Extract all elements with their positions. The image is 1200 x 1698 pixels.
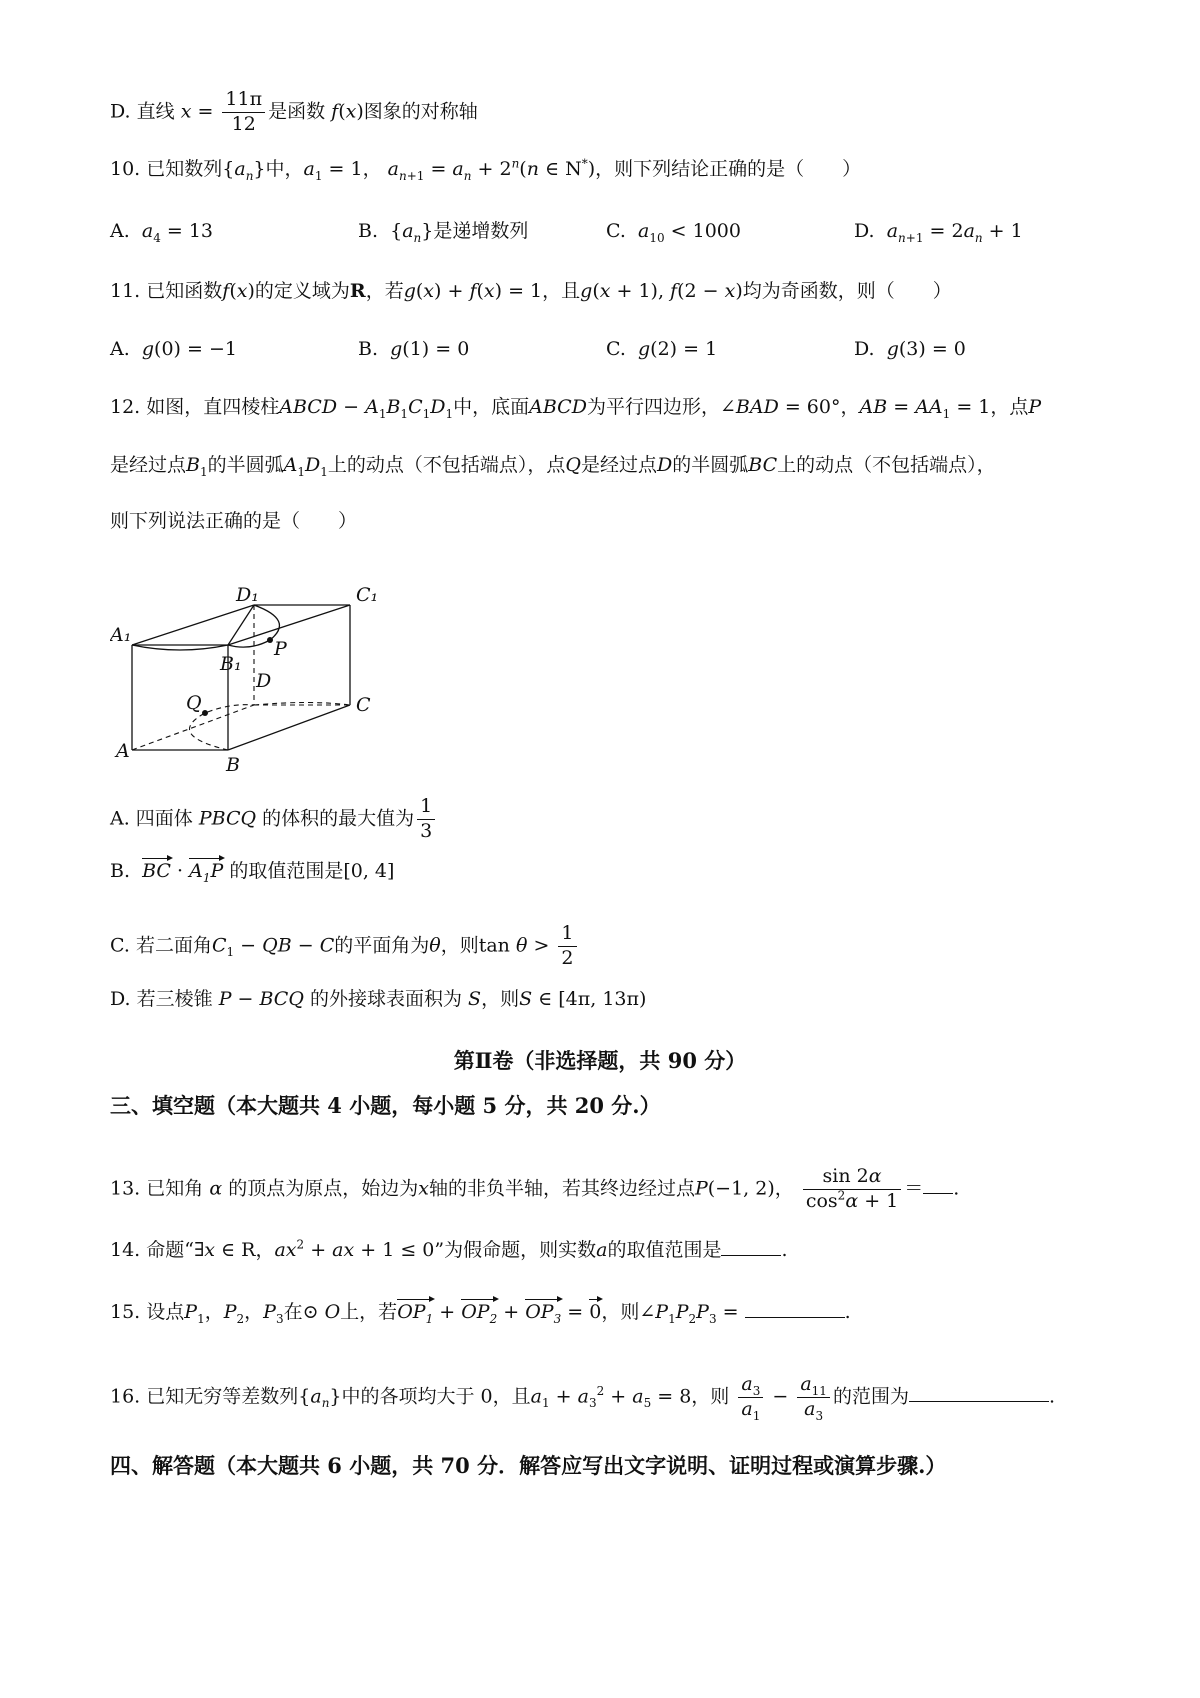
q9d-tail2: 图象的对称轴 xyxy=(363,100,478,123)
q12-optC-b: 的平面角为 xyxy=(334,934,430,957)
q10-option-a-label: A. xyxy=(110,220,130,242)
q9d-numerator: 11π xyxy=(222,88,265,113)
q11-stem-a: 11. 已知函数 xyxy=(110,280,223,302)
label-b: B xyxy=(226,754,240,775)
q12-optB-b: 的取值范围是[0, 4] xyxy=(229,860,395,882)
q10-option-b: B. $\{a_n\}$是递增数列 xyxy=(358,220,529,245)
q10-option-c-label: C. xyxy=(606,220,626,242)
q10-option-b-label: B. xyxy=(358,220,379,242)
q12-line1-a: 12. 如图，直四棱柱 xyxy=(110,396,280,418)
q13-e: ＝ xyxy=(904,1177,924,1200)
q16-fraction-1: $\frac{a_3}{a_1}$ xyxy=(738,1373,763,1422)
q9d-label: D. 直线 xyxy=(110,100,175,123)
q14-c: 的取值范围是 xyxy=(607,1239,722,1261)
q14-answer-blank[interactable] xyxy=(721,1237,781,1256)
q12-line1-d: ，点 xyxy=(990,396,1029,418)
q10-option-b-text: 是递增数列 xyxy=(433,220,529,242)
q14: 14. 命题“∃x ∈ R，$ax^2$ + ax + 1 ≤ 0”为假命题，则实数a的取值范围是 . xyxy=(110,1237,788,1261)
q10-stem-c: ，则下列结论正确的是（ ） xyxy=(595,158,862,180)
q14-b: ”为假命题，则实数 xyxy=(434,1239,597,1261)
q13-b: 的顶点为原点，始边为 xyxy=(228,1177,419,1200)
q10-stem-b: 中， xyxy=(265,158,304,180)
q10-stem: 10. 已知数列$\{a_n\}$中，$a_1 = 1$， $a_{n+1} = a_n + 2^n(n$ ∈ N*)，则下列结论正确的是（ ） xyxy=(110,156,862,183)
q15-e: . xyxy=(844,1301,851,1323)
q16-d: 的范围为 xyxy=(832,1385,909,1408)
q9d-denominator: 12 xyxy=(231,112,256,135)
q12-optD-a: D. 若三棱锥 xyxy=(110,988,213,1010)
q13-d: ， xyxy=(774,1177,794,1200)
q12-line2-a: 是经过点 xyxy=(110,454,187,476)
q11-option-a: A. g(0) = −1 xyxy=(110,338,237,360)
q16-a: 16. 已知无穷等差数列 xyxy=(110,1385,299,1408)
q9-option-d: D. 直线 x = $\frac{11\pi}{12}$ 是函数 f(x)图象的对称轴 xyxy=(110,88,478,135)
q11-stem-b: 的定义域为 xyxy=(254,280,350,302)
q12-optD-b: 的外接球表面积为 xyxy=(309,988,462,1010)
q10-stem-a: 10. 已知数列 xyxy=(110,158,223,180)
q12-line2-e: 的半圆弧 xyxy=(672,454,749,476)
q12-line-1: 12. 如图，直四棱柱ABCD − $A_1B_1C_1D_1$中，底面ABCD为平行四边形，∠BAD = 60°，AB = $AA_1 = 1$，点P xyxy=(110,396,1042,421)
q11-stem-e: 均为奇函数，则（ ） xyxy=(742,280,952,302)
q12-optC-c: ，则 xyxy=(440,934,479,957)
q12-line2-f: 上的动点（不包括端点）， xyxy=(777,454,996,476)
q11-option-d: D. g(3) = 0 xyxy=(854,338,966,360)
q12-option-d: D. 若三棱锥 P − BCQ 的外接球表面积为 S，则S ∈ [4π, 13π) xyxy=(110,988,647,1010)
q12-optC-a: C. 若二面角 xyxy=(110,934,212,957)
q15-a: 15. 设点 xyxy=(110,1301,185,1323)
q12-optA-fraction: $\frac{1}{3}$ xyxy=(417,795,435,844)
q12-line2-d: 是经过点 xyxy=(580,454,657,476)
part2-title: 第Ⅱ卷（非选择题，共 90 分） xyxy=(453,1048,747,1073)
q12-line1-c: 为平行四边形， xyxy=(586,396,720,418)
q10-option-c: C. $a_{10} < 1000$ xyxy=(606,220,741,245)
q11-option-a-label: A. xyxy=(110,338,130,360)
q13-c: 轴的非负半轴，若其终边经过点 xyxy=(428,1177,695,1200)
q16-e: . xyxy=(1048,1385,1055,1408)
q11-option-c: C. g(2) = 1 xyxy=(606,338,718,360)
q11-option-c-label: C. xyxy=(606,338,626,360)
q12-line-2: 是经过点$B_1$的半圆弧$A_1D_1$上的动点（不包括端点），点Q是经过点D的半圆弧BC上的动点（不包括端点）， xyxy=(110,454,996,479)
q16-fraction-2: $\frac{a_{11}}{a_3}$ xyxy=(797,1373,830,1422)
q13: 13. 已知角 α 的顶点为原点，始边为x轴的非负半轴，若其终边经过点P(−1, 2)， $\frac{\sin 2\alpha}{\cos^2\alpha + 1}$ ＝ . xyxy=(110,1165,960,1212)
label-d1: D₁ xyxy=(236,585,259,606)
q10-option-d: D. $a_{n+1} = 2a_n + 1$ xyxy=(854,220,1023,245)
q12-line2-b: 的半圆弧 xyxy=(207,454,284,476)
q13-f: . xyxy=(953,1177,960,1200)
q12-line2-c: 上的动点（不包括端点），点 xyxy=(327,454,566,476)
q12-option-c: C. 若二面角$C_1$ − QB − C的平面角为θ，则tan θ > $\frac{1}{2}$ xyxy=(110,922,580,971)
q11-option-d-label: D. xyxy=(854,338,875,360)
label-b1: B₁ xyxy=(220,653,242,675)
label-c: C xyxy=(356,694,371,716)
q10-option-d-label: D. xyxy=(854,220,875,242)
q15-d: ，则 xyxy=(601,1301,640,1323)
q12-option-a: A. 四面体 PBCQ 的体积的最大值为 $\frac{1}{3}$ xyxy=(110,795,438,844)
q12-option-b: B. BC · $A_1P$ 的取值范围是[0, 4] xyxy=(110,860,395,885)
q16-b: 中的各项均大于 0，且 xyxy=(341,1385,531,1408)
q15-answer-blank[interactable] xyxy=(745,1299,845,1318)
label-p: P xyxy=(274,638,287,660)
q12-optA-b: 的体积的最大值为 xyxy=(262,807,415,830)
q9d-fraction xyxy=(222,88,265,137)
q15: 15. 设点$P_1$，$P_2$，$P_3$在⊙ O上，若$OP_1 + OP_2 + OP_3 = 0$，则$\angle P_1P_2P_3$ = . xyxy=(110,1301,851,1326)
label-a: A xyxy=(116,740,130,762)
section3-heading: 三、填空题（本大题共 4 小题，每小题 5 分，共 20 分.） xyxy=(110,1093,661,1118)
label-c1: C₁ xyxy=(356,585,379,606)
q15-b: 在 xyxy=(283,1301,303,1323)
q12-optB-a: B. xyxy=(110,860,131,882)
q16: 16. 已知无穷等差数列$\{a_n\}$中的各项均大于 0，且$a_1 + a_3^2 + a_5 = 8$，则 $\frac{a_3}{a_1}$ − $\frac{a_{11}}{a_3}$ 的范围为 . xyxy=(110,1373,1055,1423)
q12-line1-b: 中，底面 xyxy=(453,396,530,418)
q16-c: ，则 xyxy=(691,1385,730,1408)
q11-option-b: B. g(1) = 0 xyxy=(358,338,470,360)
label-q: Q xyxy=(186,692,202,714)
label-d: D xyxy=(256,670,272,692)
q13-fraction: $\frac{\sin 2\alpha}{\cos^2\alpha + 1}$ xyxy=(803,1165,901,1214)
q13-a: 13. 已知角 xyxy=(110,1177,204,1200)
point-p xyxy=(267,637,273,643)
q10-option-a: A. $a_4 = 13$ xyxy=(110,220,214,245)
q12-optA-a: A. 四面体 xyxy=(110,807,193,830)
q12-line-3: 则下列说法正确的是（ ） xyxy=(110,510,358,532)
q16-answer-blank[interactable] xyxy=(909,1383,1049,1402)
q12-optC-fraction: $\frac{1}{2}$ xyxy=(558,922,576,971)
point-q xyxy=(202,710,208,716)
q11-option-b-label: B. xyxy=(358,338,379,360)
q14-d: . xyxy=(781,1239,788,1261)
label-a1: A₁ xyxy=(110,624,132,646)
q13-answer-blank[interactable] xyxy=(923,1175,953,1194)
q9d-tail: 是函数 xyxy=(268,100,326,123)
prism-figure xyxy=(110,585,390,775)
q11-stem-d: ，且 xyxy=(542,280,581,302)
q14-a: 14. 命题“ xyxy=(110,1239,194,1261)
q12-optD-c: ，则 xyxy=(481,988,520,1010)
q11-stem: 11. 已知函数f(x)的定义域为R，若g(x) + f(x) = 1，且g(x + 1), f(2 − x)均为奇函数，则（ ） xyxy=(110,280,952,302)
q11-stem-c: ，若 xyxy=(365,280,404,302)
q15-c: 上，若 xyxy=(340,1301,398,1323)
section4-heading: 四、解答题（本大题共 6 小题，共 70 分．解答应写出文字说明、证明过程或演算步骤.） xyxy=(110,1453,947,1478)
